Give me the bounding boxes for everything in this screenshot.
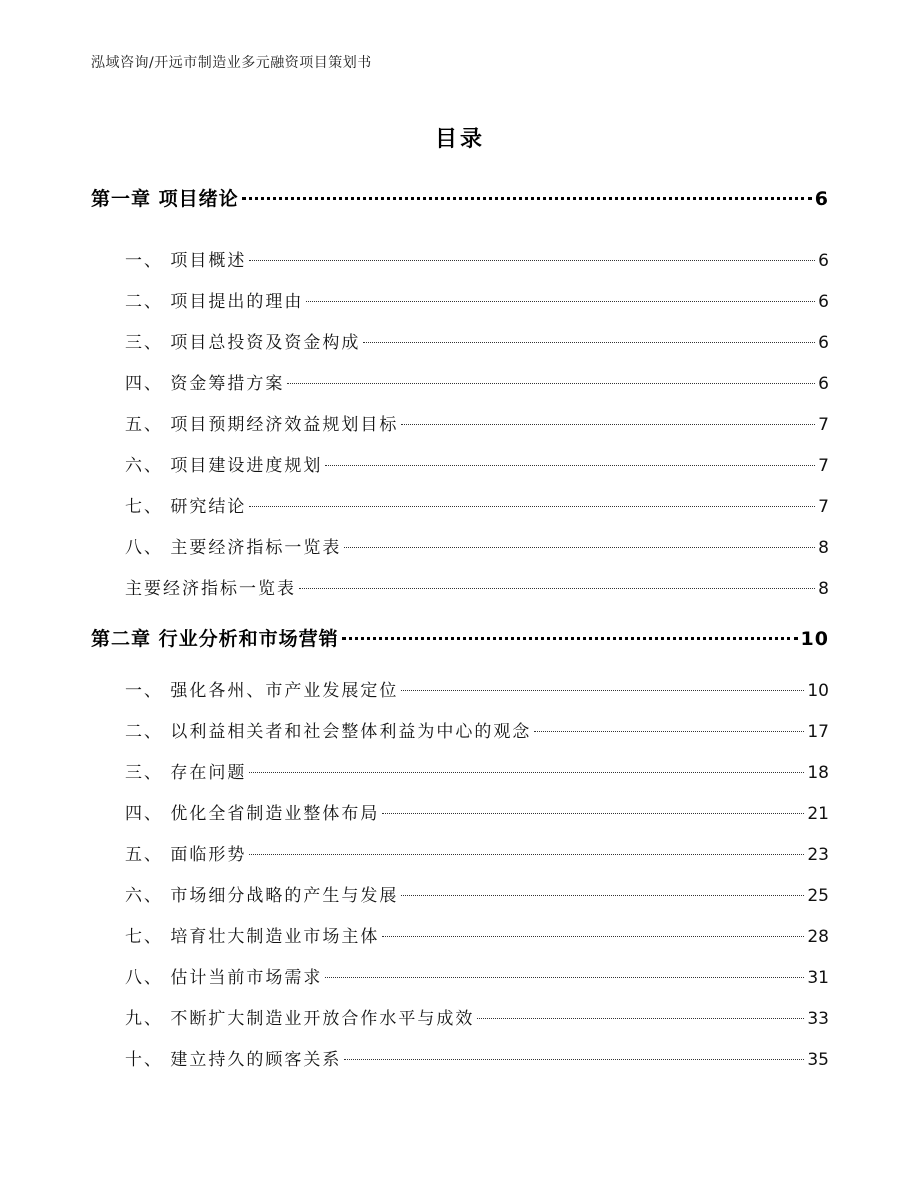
dot-leader (325, 977, 804, 978)
toc-page-number: 25 (807, 886, 829, 906)
toc-page-number: 31 (807, 968, 829, 988)
toc-section-1-4[interactable] (125, 369, 829, 394)
toc-section-1-2[interactable] (125, 287, 829, 312)
dot-leader (401, 690, 804, 691)
toc-section-2-6[interactable] (125, 881, 829, 906)
dot-leader (249, 506, 815, 507)
dot-leader (287, 383, 815, 384)
dot-leader (534, 731, 804, 732)
toc-section-2-3[interactable] (125, 758, 829, 783)
toc-entry-label: 五、 面临形势 (125, 845, 247, 865)
toc-section-1-6[interactable] (125, 451, 829, 476)
toc-page-number: 21 (807, 804, 829, 824)
toc-chapter-2[interactable] (91, 624, 829, 651)
toc-section-2-9[interactable] (125, 1004, 829, 1029)
toc-page-number: 35 (807, 1050, 829, 1070)
toc-entry-label: 八、 主要经济指标一览表 (125, 538, 342, 558)
toc-section-2-1[interactable] (125, 676, 829, 701)
toc-section-1-7[interactable] (125, 492, 829, 517)
toc-page-number: 10 (807, 681, 829, 701)
toc-entry-label: 三、 项目总投资及资金构成 (125, 333, 361, 353)
toc-entry-label: 九、 不断扩大制造业开放合作水平与成效 (125, 1009, 475, 1029)
toc-page-number: 6 (818, 251, 829, 271)
toc-section-2-2[interactable] (125, 717, 829, 742)
toc-entry-label: 二、 项目提出的理由 (125, 292, 304, 312)
toc-page-number: 28 (807, 927, 829, 947)
toc-entry-label: 八、 估计当前市场需求 (125, 968, 323, 988)
toc-page-number: 8 (818, 538, 829, 558)
dot-leader (382, 813, 804, 814)
toc-entry-label: 七、 研究结论 (125, 497, 247, 517)
toc-entry-label: 十、 建立持久的顾客关系 (125, 1050, 342, 1070)
dot-leader (299, 588, 815, 589)
toc-entry-label: 第二章 行业分析和市场营销 (91, 628, 339, 650)
dot-leader (325, 465, 815, 466)
dot-leader (477, 1018, 804, 1019)
toc-page-number: 8 (818, 579, 829, 599)
dot-leader (382, 936, 804, 937)
toc-entry-label: 第一章 项目绪论 (91, 188, 239, 210)
toc-entry-label: 四、 资金筹措方案 (125, 374, 285, 394)
toc-section-1-1[interactable] (125, 246, 829, 271)
toc-entry-label: 六、 市场细分战略的产生与发展 (125, 886, 399, 906)
toc-page-number: 6 (818, 333, 829, 353)
toc-entry-label: 四、 优化全省制造业整体布局 (125, 804, 380, 824)
toc-section-1-8[interactable] (125, 533, 829, 558)
dot-leader (242, 197, 812, 200)
dot-leader (344, 547, 815, 548)
toc-section-2-4[interactable] (125, 799, 829, 824)
toc-page-number: 7 (818, 497, 829, 517)
toc-entry-label: 三、 存在问题 (125, 763, 247, 783)
toc-table-entry[interactable] (125, 574, 829, 599)
toc-page-number: 33 (807, 1009, 829, 1029)
dot-leader (249, 854, 804, 855)
toc-entry-label: 一、 强化各州、市产业发展定位 (125, 681, 399, 701)
toc-page-number: 6 (818, 292, 829, 312)
toc-page-number: 7 (818, 415, 829, 435)
toc-chapter-1[interactable] (91, 184, 829, 211)
toc-entry-label: 二、 以利益相关者和社会整体利益为中心的观念 (125, 722, 532, 742)
toc-entry-label: 七、 培育壮大制造业市场主体 (125, 927, 380, 947)
running-header: 泓域咨询/开远市制造业多元融资项目策划书 (91, 55, 372, 71)
dot-leader (249, 260, 815, 261)
toc-page-number: 18 (807, 763, 829, 783)
toc-page-number: 17 (807, 722, 829, 742)
toc-entry-label: 一、 项目概述 (125, 251, 247, 271)
toc-page-number: 6 (818, 374, 829, 394)
toc-title: 目录 (434, 127, 485, 152)
toc-page-number: 7 (818, 456, 829, 476)
dot-leader (342, 637, 798, 640)
toc-section-2-7[interactable] (125, 922, 829, 947)
toc-section-1-5[interactable] (125, 410, 829, 435)
dot-leader (306, 301, 815, 302)
dot-leader (363, 342, 815, 343)
toc-entry-label: 六、 项目建设进度规划 (125, 456, 323, 476)
toc-page-number: 10 (800, 628, 829, 650)
toc-page-number: 6 (814, 188, 829, 210)
toc-section-2-5[interactable] (125, 840, 829, 865)
dot-leader (344, 1059, 804, 1060)
toc-section-1-3[interactable] (125, 328, 829, 353)
toc-page-number: 23 (807, 845, 829, 865)
dot-leader (249, 772, 804, 773)
toc-section-2-8[interactable] (125, 963, 829, 988)
dot-leader (401, 424, 815, 425)
dot-leader (401, 895, 804, 896)
toc-entry-label: 主要经济指标一览表 (125, 579, 296, 599)
toc-section-2-10[interactable] (125, 1045, 829, 1070)
toc-entry-label: 五、 项目预期经济效益规划目标 (125, 415, 399, 435)
